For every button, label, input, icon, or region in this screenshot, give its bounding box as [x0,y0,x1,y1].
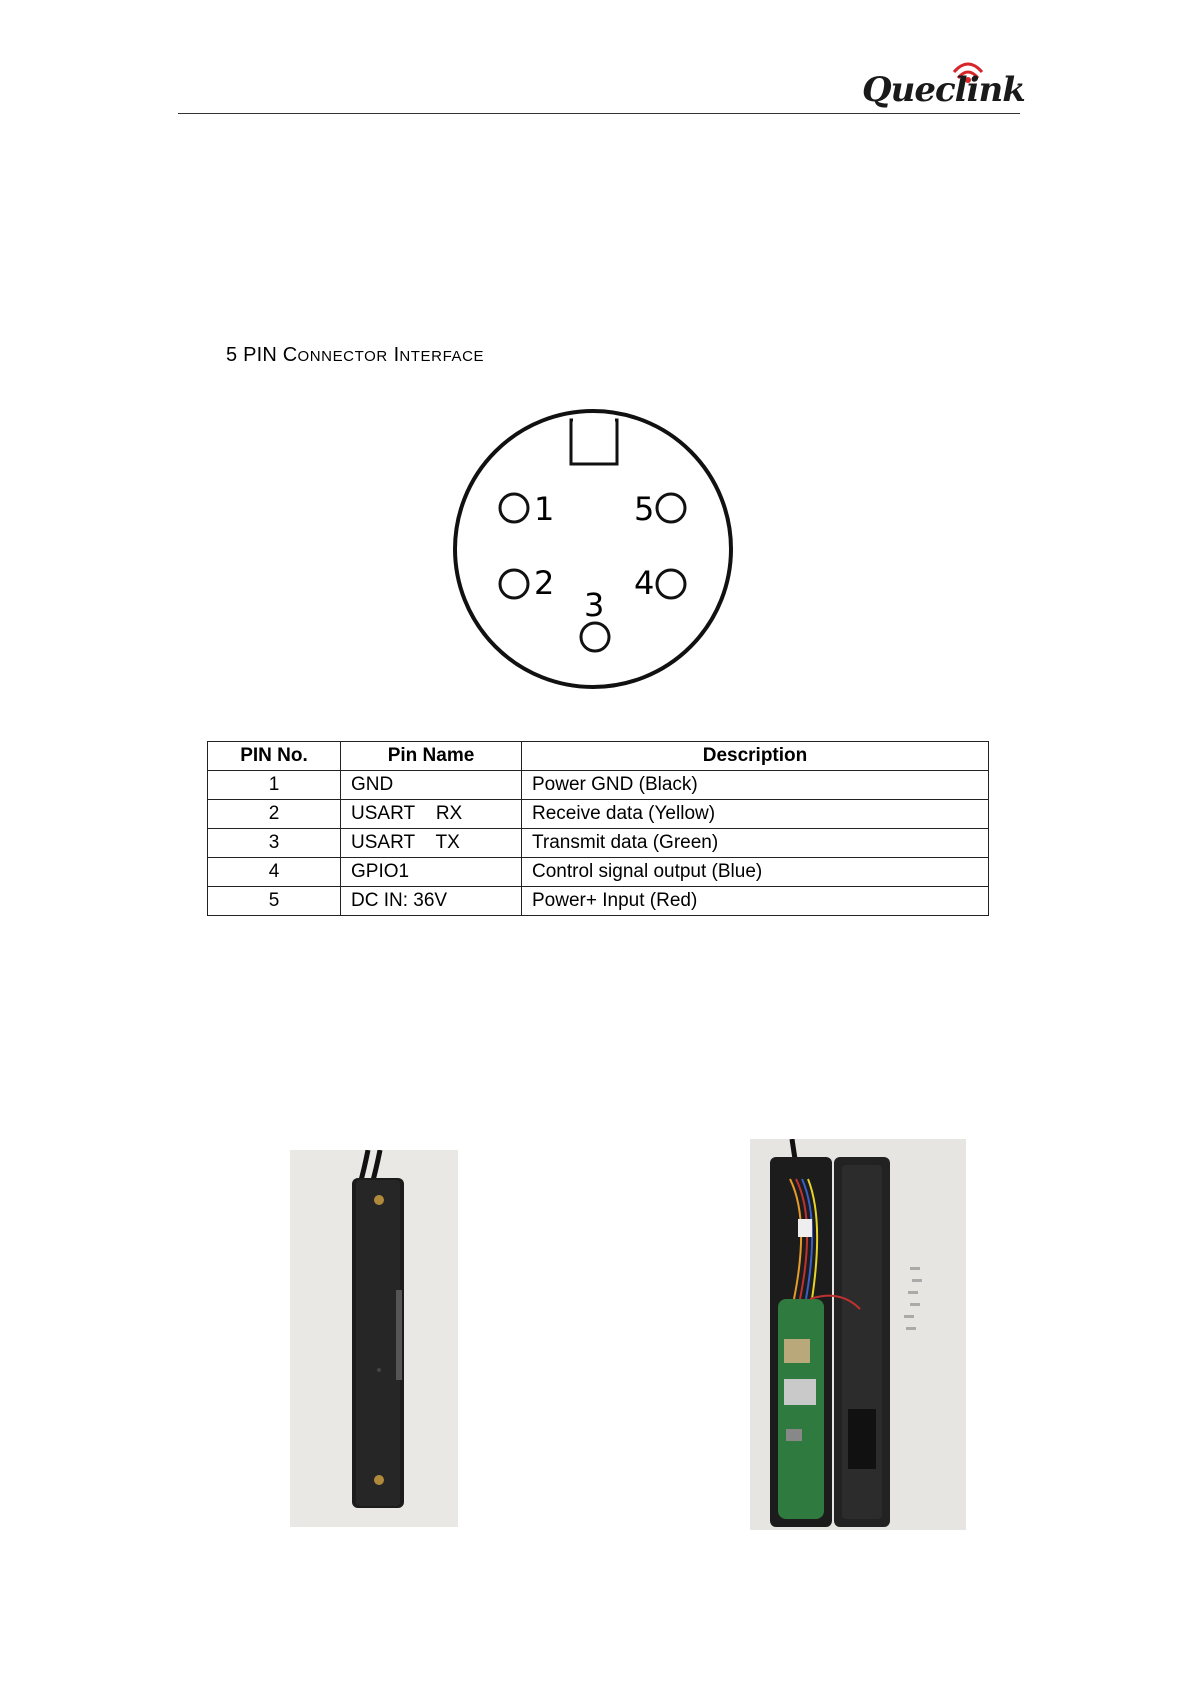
title-nterface: NTERFACE [399,348,485,365]
pin-table [207,741,989,916]
description-cell: Receive data (Yellow) [522,800,989,829]
device-closed-photo [290,1150,458,1527]
pin-4-label: 4 [634,564,655,602]
title-c: C [282,344,298,366]
pin-no-cell: 3 [208,829,341,858]
pin-1-hole [500,494,528,522]
pin-name-cell: DC IN: 36V [341,887,522,916]
pin-name-cell: USART RX [341,800,522,829]
pin-name-cell: GND [341,771,522,800]
pin-name-cell: USART TX [341,829,522,858]
pin-5-label: 5 [634,490,655,528]
table-row [208,800,989,829]
title-i: I [393,344,400,366]
pin-1-label: 1 [534,490,555,528]
title-onnector: ONNECTOR [297,348,388,365]
pin-4-hole [657,570,685,598]
table-row [208,887,989,916]
pin-no-cell: 5 [208,887,341,916]
column-header-pin-no: PIN No. [208,742,341,771]
pin-2-label: 2 [534,564,555,602]
connector-key-notch [571,420,617,464]
logo-text: Queclink [862,70,1025,110]
column-header-pin-name: Pin Name [341,742,522,771]
table-row [208,829,989,858]
connector-diagram [448,404,744,700]
description-cell: Transmit data (Green) [522,829,989,858]
pin-3-label: 3 [584,586,605,624]
pin-no-cell: 4 [208,858,341,887]
pin-3-hole [581,623,609,651]
description-cell: Control signal output (Blue) [522,858,989,887]
device-open-photo [750,1139,966,1530]
queclink-logo [862,58,1025,112]
pin-no-cell: 2 [208,800,341,829]
header-rule [178,113,1020,114]
pin-2-hole [500,570,528,598]
description-cell: Power+ Input (Red) [522,887,989,916]
pin-5-hole [657,494,685,522]
pin-no-cell: 1 [208,771,341,800]
section-title [226,344,484,367]
title-lead: 5 PIN [226,344,283,366]
description-cell: Power GND (Black) [522,771,989,800]
pin-name-cell: GPIO1 [341,858,522,887]
table-row [208,858,989,887]
table-header-row [208,742,989,771]
column-header-description: Description [522,742,989,771]
table-row [208,771,989,800]
